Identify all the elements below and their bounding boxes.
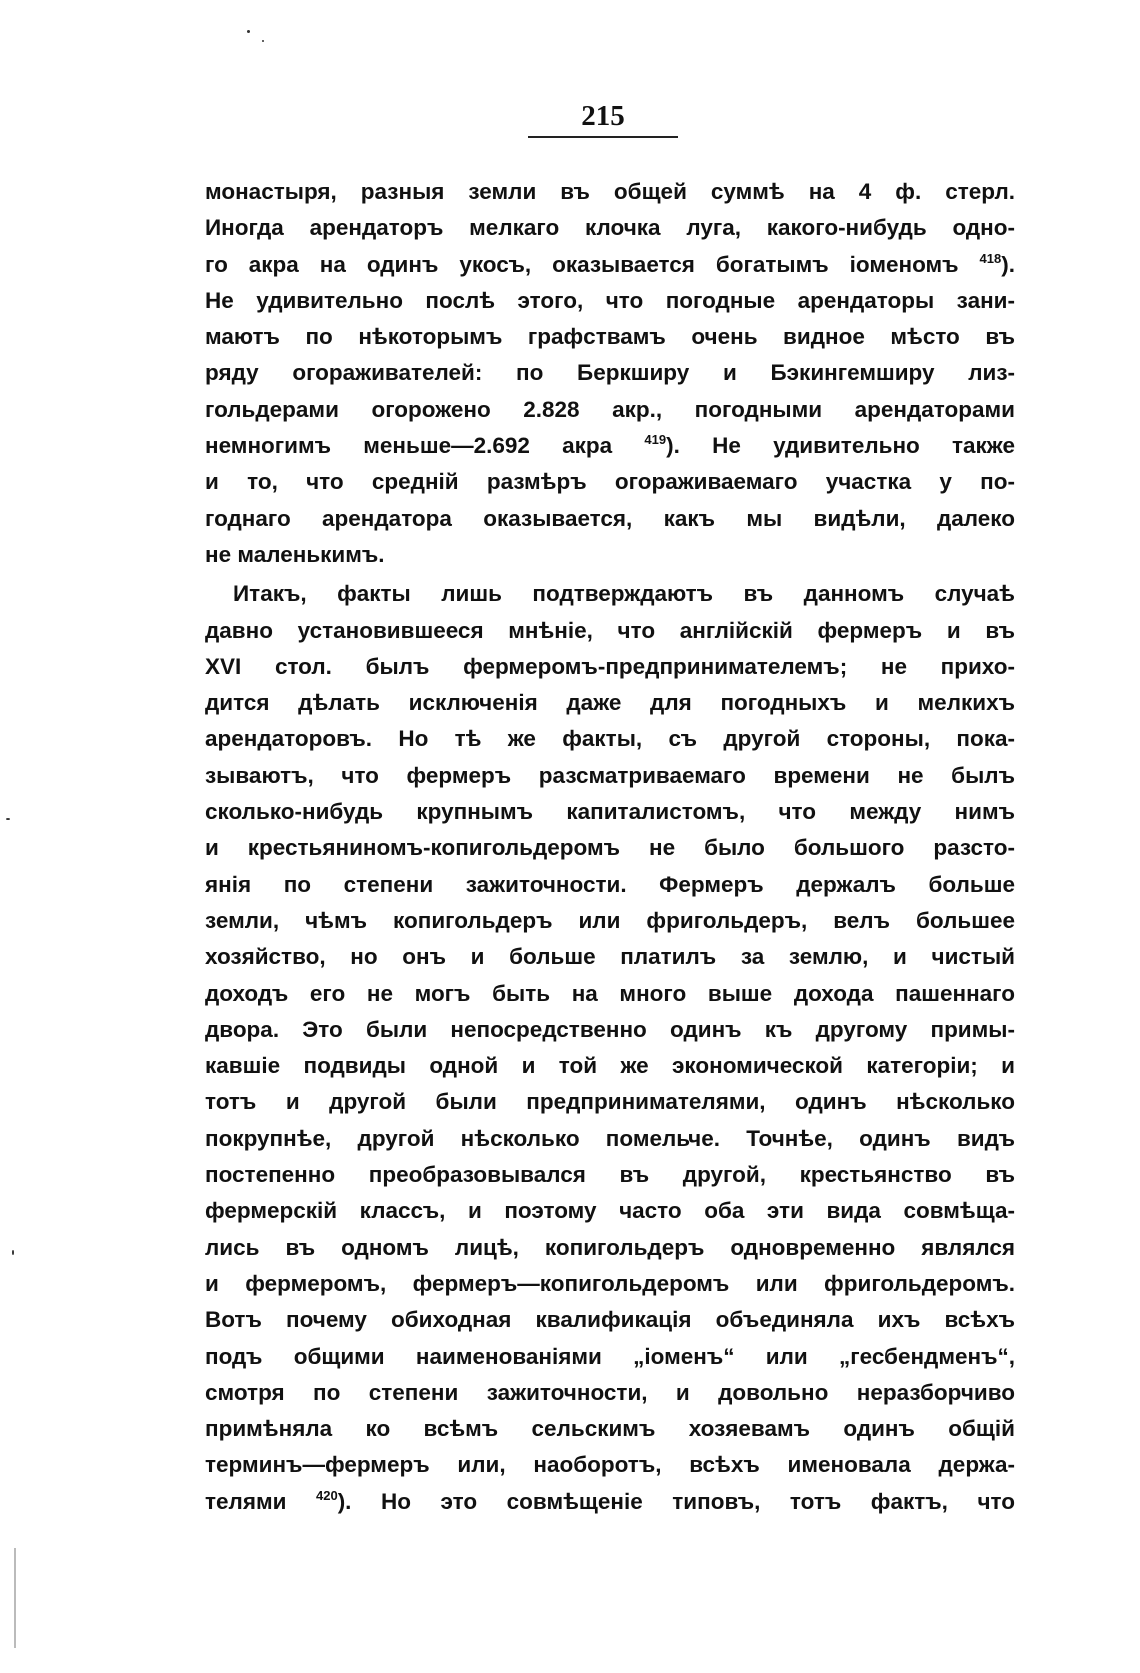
text-line: давно установившееся мнѣніе, что англійскій фермеръ и въ <box>205 617 1015 643</box>
text-line: зываютъ, что фермеръ разсматриваемаго времени не былъ <box>205 762 1015 788</box>
text-line <box>205 247 1015 283</box>
scan-speck <box>247 30 250 33</box>
scan-speck <box>262 40 264 42</box>
text-line: Иногда арендаторъ мелкаго клочка луга, какого-нибудь одно- <box>205 215 1015 241</box>
text-line: арендаторовъ. Но тѣ же факты, съ другой стороны, пока- <box>205 726 1015 752</box>
footnote-ref-420[interactable]: 420 <box>315 1487 338 1503</box>
body-text <box>205 174 1015 1520</box>
text-line: сколько-нибудь крупнымъ капиталистомъ, что между нимъ <box>205 799 1015 825</box>
text-line: смотря по степени зажиточности, и довольно неразборчиво <box>205 1379 1015 1405</box>
text-line: годнаго арендатора оказывается, какъ мы видѣли, далеко <box>205 505 1015 531</box>
text-line: фермерскій классъ, и поэтому часто оба эти вида совмѣща- <box>205 1198 1015 1224</box>
text-line: подъ общими наименованіями „іоменъ“ или „гесбендменъ“, <box>205 1343 1015 1369</box>
text-line: Итакъ, факты лишь подтверждаютъ въ данномъ случаѣ <box>233 581 1015 607</box>
text-line: примѣняла ко всѣмъ сельскимъ хозяевамъ одинъ общій <box>205 1416 1015 1442</box>
text-line: покрупнѣе, другой нѣсколько помельче. Точнѣе, одинъ видъ <box>205 1125 1015 1151</box>
scan-speck <box>12 1250 14 1255</box>
text-line: тотъ и другой были предпринимателями, одинъ нѣсколько <box>205 1089 1015 1115</box>
text-line: земли, чѣмъ копигольдеръ или фригольдеръ, велъ большее <box>205 907 1015 933</box>
text-segment: Но это совмѣщеніе типовъ, тотъ фактъ, что <box>380 1488 1015 1514</box>
text-line: не маленькимъ. <box>205 541 385 567</box>
text-line: кавшіе подвиды одной и той же экономической категоріи; и <box>205 1053 1015 1079</box>
text-line: постепенно преобразовывался въ другой, крестьянство въ <box>205 1162 1015 1188</box>
header-rule <box>528 136 678 138</box>
text-line: гольдерами огорожено 2.828 акр., погодными арендаторами <box>205 396 1015 422</box>
text-line <box>205 1484 1015 1520</box>
text-line: Вотъ почему обиходная квалификація объединяла ихъ всѣхъ <box>205 1307 1015 1333</box>
footnote-ref-419[interactable]: 419 <box>644 432 667 448</box>
text-line: лись въ одномъ лицѣ, копигольдеръ одновременно являлся <box>205 1234 1015 1260</box>
text-line: терминъ—фермеръ или, наоборотъ, всѣхъ именовала держа- <box>205 1452 1015 1478</box>
text-line: хозяйство, но онъ и больше платилъ за землю, и чистый <box>205 944 1015 970</box>
text-line: двора. Это были непосредственно одинъ къ другому примы- <box>205 1016 1015 1042</box>
text-line <box>205 428 1015 464</box>
text-line: XVI стол. былъ фермеромъ-предпринимателемъ; не прихо- <box>205 653 1015 679</box>
text-line: ряду огораживателей: по Беркширу и Бэкингемширу лиз- <box>205 360 1015 386</box>
text-line: янія по степени зажиточности. Фермеръ держалъ больше <box>205 871 1015 897</box>
text-segment: немногимъ меньше—2.692 акра <box>205 433 613 459</box>
text-line: дится дѣлать исключенія даже для погодныхъ и мелкихъ <box>205 690 1015 716</box>
footnote-ref-418[interactable]: 418 <box>979 250 1002 266</box>
paragraph-1 <box>205 174 1015 573</box>
scan-speck <box>6 818 10 820</box>
text-line: и крестьяниномъ-копигольдеромъ не было большого разсто- <box>205 835 1015 861</box>
page-header <box>528 100 678 138</box>
scan-edge-mark <box>14 1548 16 1648</box>
text-line: Не удивительно послѣ этого, что погодные арендаторы зани- <box>205 287 1015 313</box>
text-segment: ). <box>1001 251 1015 277</box>
text-line: и фермеромъ, фермеръ—копигольдеромъ или фригольдеромъ. <box>205 1270 1015 1296</box>
text-segment: телями <box>205 1488 287 1514</box>
text-line: и то, что средній размѣръ огораживаемаго участка у по- <box>205 469 1015 495</box>
paragraph-2 <box>205 576 1015 1520</box>
text-line: маютъ по нѣкоторымъ графствамъ очень видное мѣсто въ <box>205 324 1015 350</box>
page-number: 215 <box>581 100 625 132</box>
text-segment: го акра на одинъ укосъ, оказывается богатымъ іоменомъ <box>205 251 959 277</box>
text-line: монастыря, разныя земли въ общей суммѣ на 4 ф. стерл. <box>205 179 1015 204</box>
text-line: доходъ его не могъ быть на много выше дохода пашеннаго <box>205 980 1015 1006</box>
text-segment: ). Не удивительно также <box>666 433 1015 459</box>
text-segment: ). <box>337 1488 352 1514</box>
